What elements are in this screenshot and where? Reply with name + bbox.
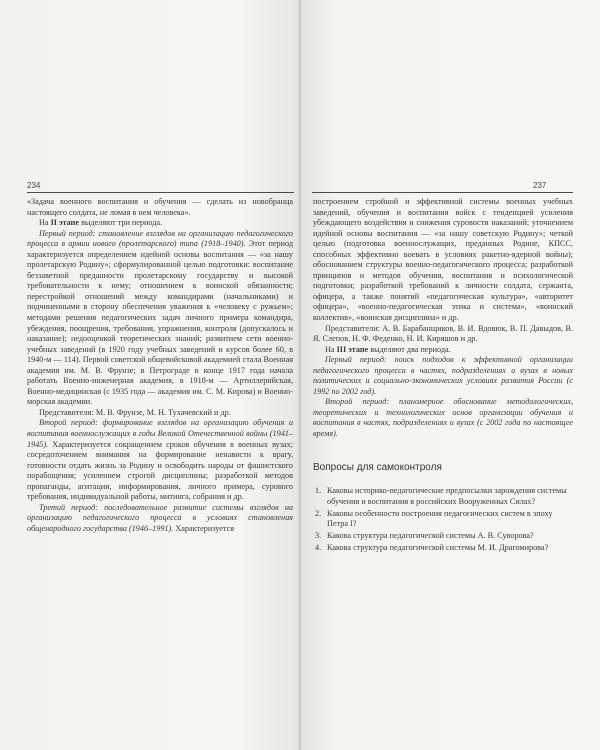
- question-text: Каковы историко-педагогические предпосылки зарождения системы обучения и воспитания в российских Вооруженных Силах?: [327, 486, 567, 506]
- period-2-title: : формирование взглядов на организацию обучения и воспитания военнослужащих в годы Великой Отечественной войны (1941–1945).: [27, 418, 294, 449]
- stage-ii-intro: [27, 218, 293, 229]
- question-item: [313, 543, 575, 554]
- self-check-questions: [313, 486, 575, 556]
- period-3-text: Характеризуется: [173, 523, 234, 533]
- continuation-paragraph: построением стройной и эффективной системы военных учебных заведений, обучения и воспитания войск с тенденцией усиления убеждающего воздействия и снижения суровости наказаний; уточнением идейной основы воспитания — «за нашу советскую Родину»; четкой целью (подготовка военнослужащих, преданных Родине, КПСС, способных эффективно воевать в условиях ракетно-ядерной войны); обоснованием структуры военно-педагогического процесса; разработкой принципов и методов обучения, воспитания и психологической подготовки; разработкой требований к личности солдата, сержанта, офицера, а также понятий «педагогическая культура», «авторитет офицера», «военно-педагогическая этика и система», «воинский коллектив», «воинская дисциплина» и др.: [313, 197, 573, 323]
- period-3-paragraph: [27, 503, 293, 535]
- question-number: 3.: [315, 531, 322, 541]
- representatives-1: Представители: М. В. Фрунзе, М. Н. Тухачевский и др.: [39, 407, 231, 417]
- right-page-number: 237: [533, 181, 547, 190]
- question-item: [313, 531, 575, 542]
- period-2-label: Второй период: [39, 418, 96, 428]
- stage-intro-pre: На: [39, 218, 51, 228]
- question-number: 4.: [315, 543, 322, 553]
- right-page-text: [313, 197, 573, 440]
- stage-intro-pre: На: [325, 344, 337, 354]
- opening-quote: «Задача военного воспитания и обучения — сделать из новобранца настоящего солдата, не ломая в нем человека».: [27, 197, 293, 217]
- question-text: Какова структура педагогической системы А. В. Суворова?: [327, 531, 534, 541]
- period-3-label: Третий период: [39, 502, 96, 512]
- question-item: [313, 509, 575, 530]
- stage-iii-label: III этапе: [336, 344, 369, 354]
- self-check-heading: Вопросы для самоконтроля: [313, 462, 442, 473]
- period-1-title: : становление взглядов на организацию педагогического процесса в армии нового (пролетарского) типа (1918–1940).: [27, 228, 293, 249]
- stage-iii-period-2: Второй период: планомерное обоснование методологических, теоретических и технологических основ организации обучения и воспитания в частях, подразделениях и вузах (с 2002 года по настоящее время).: [313, 397, 573, 439]
- period-1-paragraph: [27, 229, 293, 408]
- question-text: Каковы особенности построения педагогических систем в эпоху Петра I?: [327, 508, 553, 529]
- question-text: Какова структура педагогической системы М. И. Драгомирова?: [327, 543, 549, 553]
- stage-ii-label: II этапе: [50, 218, 80, 228]
- question-item: [313, 486, 575, 507]
- period-1-text: Этот период характеризуется определением идейной основы воспитания — «за нашу пролетарскую Родину»; сформулированной целью подготовки: воспитание беззаветной преданности пролетарскому государству и высокой требовательности к нему; отношением к воинской обязанности; перестройкой отношений между командирами (начальниками) и подчиненными в сторону обеспечения уважения к «человеку с ружьем»; методами решения педагогических задач личного примера командира, убеждения, поощрения, требования, упражнения, контроля (допускалось и наказание); недооценкой теоретических знаний; развитием сети военно-учебных заведений (в 1920 году учебных заведений и курсов более 60, в 1940-м — 114). Первой советской общевойсковой академией стала Военная академия им. М. В. Фрунзе; в Петрограде в конце 1917 года начала работать Военно-инженерная академия, в 1918-м — Артиллерийская, Военно-медицинская (с 1935 года — академия им. С. М. Кирова) и Военно-морская академии.: [27, 239, 294, 407]
- period-3-title: : последовательное развитие системы взглядов на организацию педагогического процесса в условиях становления общенародного государства (1946–1991).: [27, 502, 293, 533]
- stage-intro-post: выделяют два периода.: [368, 344, 451, 354]
- period-1-label: Первый период: [39, 228, 93, 238]
- question-number: 2.: [315, 508, 322, 518]
- left-page-text: [27, 197, 293, 535]
- right-header-rule: [312, 192, 573, 193]
- stage-intro-post: выделяют три периода.: [79, 218, 163, 228]
- stage-iii-intro: [313, 345, 573, 356]
- period-2-paragraph: [27, 418, 293, 502]
- left-page-number: 234: [27, 181, 41, 190]
- question-number: 1.: [315, 486, 322, 495]
- stage-iii-period-1: Первый период: поиск подходов к эффективной организации педагогического процесса в частях, подразделениях и вузах в новых политических и социально-экономических условиях развития России (с 1992 по 2002 год).: [313, 355, 573, 396]
- left-header-rule: [27, 192, 294, 193]
- representatives-2: Представители: А. В. Барабанщиков, В. И. Вдовюк, В. П. Давыдов, В. Я. Слепов, Н. Ф. Феденко, Н. И. Киряшов и др.: [313, 323, 573, 344]
- period-2-text: Характеризуется сокращением сроков обучения в военных вузах; сосредоточением внимания на формирование ненависти к врагу, готовности отдать жизнь за Родину и освободить народы от фашистского порабощения; усилением строгой дисциплины; разработкой методов пропаганды, агитации, информирования, личного примера, сурового требования, индивидуальной работы, митинга, собрания и др.: [27, 439, 293, 502]
